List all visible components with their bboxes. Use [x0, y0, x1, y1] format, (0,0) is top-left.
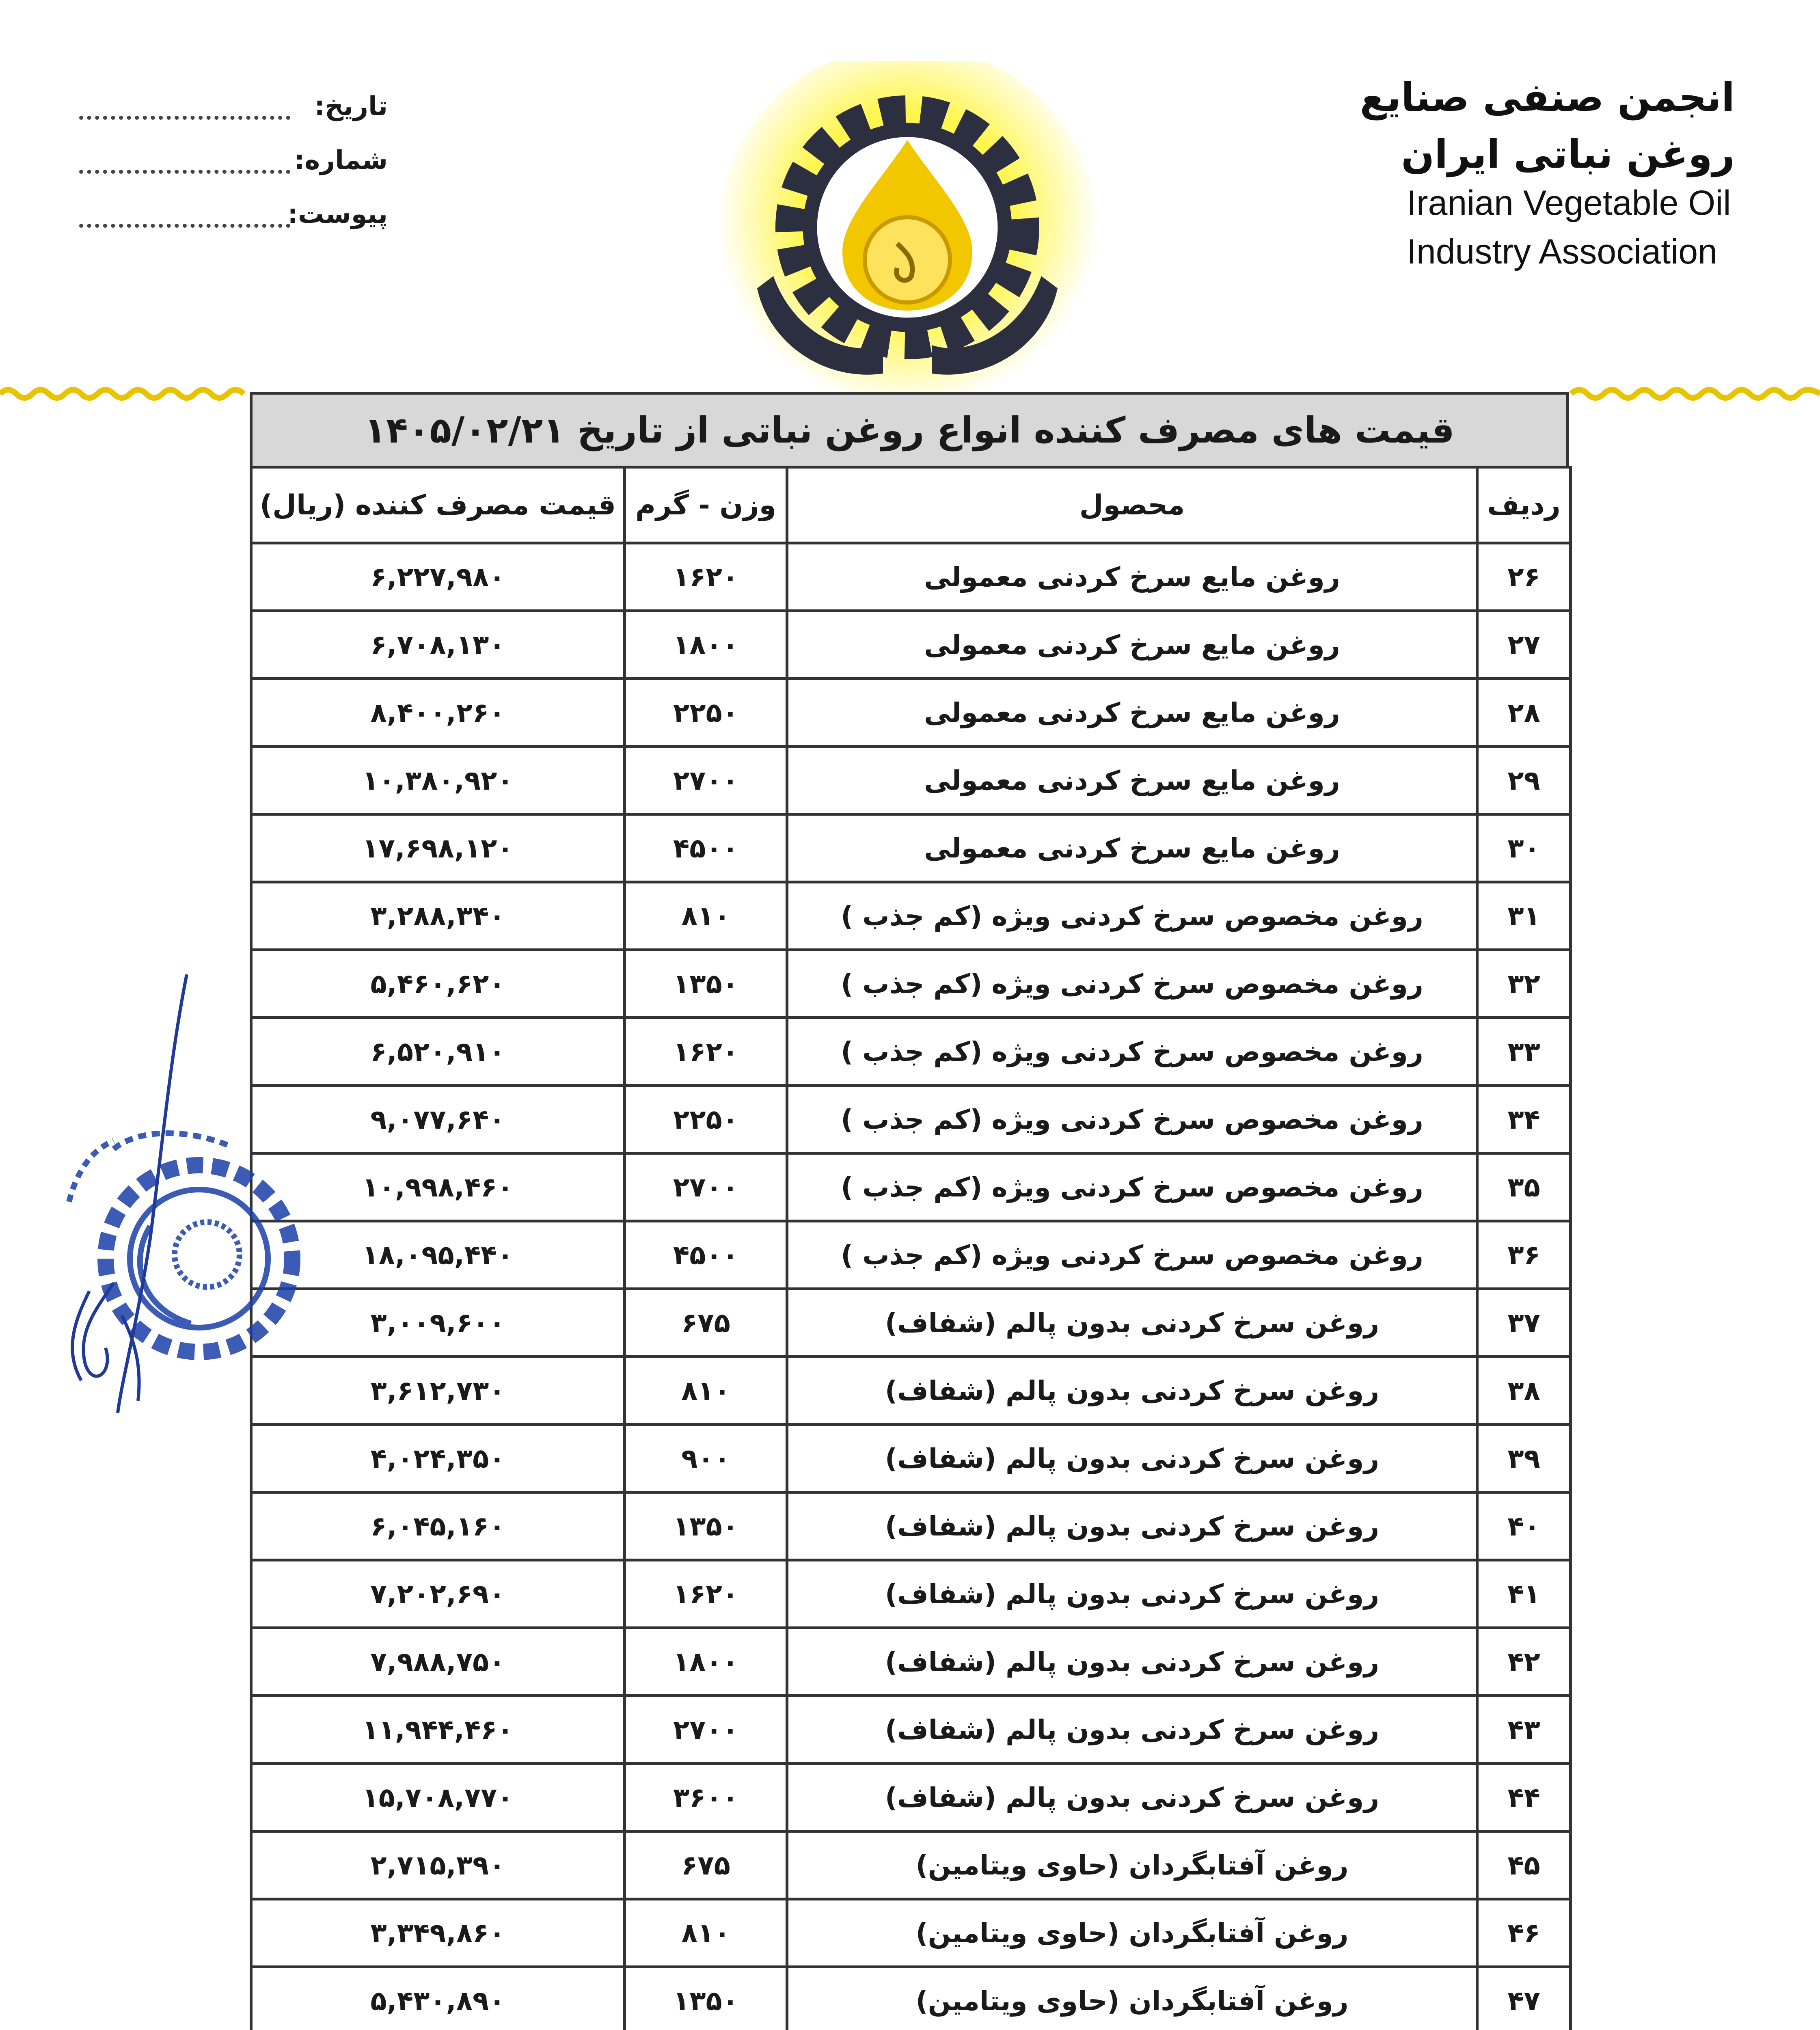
org-name-en-line1: Iranian Vegetable Oil — [1407, 184, 1731, 222]
date-dots — [79, 116, 290, 120]
row-number: ۲۸ — [1477, 679, 1571, 747]
product-name: روغن آفتابگردان (حاوی ویتامین) — [787, 1831, 1477, 1899]
product-name: روغن سرخ کردنی بدون پالم (شفاف) — [787, 1628, 1477, 1696]
product-name: روغن مخصوص سرخ کردنی ویژه (کم جذب ) — [787, 1086, 1477, 1153]
product-name: روغن آفتابگردان (حاوی ویتامین) — [787, 1899, 1477, 1967]
table-row — [251, 1289, 1571, 1357]
table-row — [251, 1221, 1571, 1289]
table-row — [251, 611, 1571, 679]
table-row — [251, 1967, 1571, 2030]
weight-value: ۳۶۰۰ — [625, 1764, 787, 1831]
date-label: تاریخ: — [314, 91, 388, 121]
weight-value: ۱۶۲۰ — [625, 543, 787, 611]
weight-value: ۶۷۵ — [625, 1831, 787, 1899]
product-name: روغن سرخ کردنی بدون پالم (شفاف) — [787, 1764, 1477, 1831]
org-name-en-line2: Industry Association — [1407, 232, 1717, 271]
table-row — [251, 679, 1571, 747]
weight-value: ۱۳۵۰ — [625, 1492, 787, 1560]
price-value: ۳,۰۰۹,۶۰۰ — [251, 1289, 625, 1357]
attachment-dots — [79, 224, 290, 228]
price-value: ۳,۳۴۹,۸۶۰ — [251, 1899, 625, 1967]
price-value: ۲,۷۱۵,۳۹۰ — [251, 1831, 625, 1899]
number-dots — [79, 170, 290, 174]
association-logo-icon — [715, 61, 1100, 426]
attachment-label: پیوست: — [287, 199, 388, 229]
product-name: روغن سرخ کردنی بدون پالم (شفاف) — [787, 1492, 1477, 1560]
header-row-number: ردیف — [1477, 467, 1571, 543]
row-number: ۳۴ — [1477, 1086, 1571, 1153]
weight-value: ۲۷۰۰ — [625, 1153, 787, 1221]
weight-value: ۴۵۰۰ — [625, 814, 787, 882]
product-name: روغن مخصوص سرخ کردنی ویژه (کم جذب ) — [787, 950, 1477, 1018]
price-table — [250, 466, 1572, 2030]
weight-value: ۱۸۰۰ — [625, 611, 787, 679]
weight-value: ۱۳۵۰ — [625, 1967, 787, 2030]
weight-value: ۸۱۰ — [625, 882, 787, 950]
table-title: قیمت های مصرف کننده انواع روغن نباتی از تاریخ ۱۴۰۵/۰۲/۲۱ — [250, 392, 1569, 466]
header-price: قیمت مصرف کننده (ریال) — [251, 467, 625, 543]
product-name: روغن مایع سرخ کردنی معمولی — [787, 814, 1477, 882]
org-name-fa-line2: روغن نباتی ایران — [1401, 132, 1735, 177]
table-row — [251, 1018, 1571, 1086]
row-number: ۴۵ — [1477, 1831, 1571, 1899]
price-table-container — [250, 392, 1569, 2030]
product-name: روغن آفتابگردان (حاوی ویتامین) — [787, 1967, 1477, 2030]
weight-value: ۱۶۲۰ — [625, 1018, 787, 1086]
price-value: ۵,۴۳۰,۸۹۰ — [251, 1967, 625, 2030]
weight-value: ۲۲۵۰ — [625, 1086, 787, 1153]
weight-value: ۱۸۰۰ — [625, 1628, 787, 1696]
weight-value: ۶۷۵ — [625, 1289, 787, 1357]
weight-value: ۱۳۵۰ — [625, 950, 787, 1018]
table-row — [251, 1086, 1571, 1153]
row-number: ۲۷ — [1477, 611, 1571, 679]
org-name-en — [1407, 179, 1731, 276]
product-name: روغن مایع سرخ کردنی معمولی — [787, 543, 1477, 611]
row-number: ۲۹ — [1477, 747, 1571, 814]
row-number: ۴۳ — [1477, 1696, 1571, 1764]
price-value: ۴,۰۲۴,۳۵۰ — [251, 1425, 625, 1492]
weight-value: ۲۷۰۰ — [625, 747, 787, 814]
org-name-fa — [1360, 69, 1735, 183]
price-value: ۱۵,۷۰۸,۷۷۰ — [251, 1764, 625, 1831]
row-number: ۳۱ — [1477, 882, 1571, 950]
row-number: ۴۱ — [1477, 1560, 1571, 1628]
price-value: ۷,۹۸۸,۷۵۰ — [251, 1628, 625, 1696]
product-name: روغن مخصوص سرخ کردنی ویژه (کم جذب ) — [787, 1221, 1477, 1289]
weight-value: ۹۰۰ — [625, 1425, 787, 1492]
row-number: ۳۸ — [1477, 1357, 1571, 1425]
price-value: ۶,۲۲۷,۹۸۰ — [251, 543, 625, 611]
price-value: ۱۸,۰۹۵,۴۴۰ — [251, 1221, 625, 1289]
table-row — [251, 950, 1571, 1018]
number-field — [79, 145, 388, 199]
price-value: ۷,۲۰۲,۶۹۰ — [251, 1560, 625, 1628]
product-name: روغن مخصوص سرخ کردنی ویژه (کم جذب ) — [787, 1153, 1477, 1221]
letter-meta — [79, 91, 388, 253]
product-name: روغن مخصوص سرخ کردنی ویژه (کم جذب ) — [787, 1018, 1477, 1086]
table-row — [251, 747, 1571, 814]
row-number: ۴۰ — [1477, 1492, 1571, 1560]
table-row — [251, 1425, 1571, 1492]
table-row — [251, 1831, 1571, 1899]
price-value: ۱۷,۶۹۸,۱۲۰ — [251, 814, 625, 882]
product-name: روغن مخصوص سرخ کردنی ویژه (کم جذب ) — [787, 882, 1477, 950]
org-name-fa-line1: انجمن صنفی صنایع — [1360, 75, 1735, 120]
table-row — [251, 1899, 1571, 1967]
table-row — [251, 882, 1571, 950]
price-value: ۸,۴۰۰,۲۶۰ — [251, 679, 625, 747]
row-number: ۳۶ — [1477, 1221, 1571, 1289]
table-row — [251, 1628, 1571, 1696]
price-value: ۱۰,۳۸۰,۹۲۰ — [251, 747, 625, 814]
table-row — [251, 1696, 1571, 1764]
weight-value: ۴۵۰۰ — [625, 1221, 787, 1289]
weight-value: ۲۷۰۰ — [625, 1696, 787, 1764]
weight-value: ۸۱۰ — [625, 1899, 787, 1967]
table-row — [251, 1153, 1571, 1221]
number-label: شماره: — [294, 145, 388, 175]
price-value: ۱۱,۹۴۴,۴۶۰ — [251, 1696, 625, 1764]
weight-value: ۸۱۰ — [625, 1357, 787, 1425]
price-value: ۳,۲۸۸,۳۴۰ — [251, 882, 625, 950]
row-number: ۴۴ — [1477, 1764, 1571, 1831]
row-number: ۴۶ — [1477, 1899, 1571, 1967]
product-name: روغن سرخ کردنی بدون پالم (شفاف) — [787, 1560, 1477, 1628]
row-number: ۳۷ — [1477, 1289, 1571, 1357]
price-value: ۵,۴۶۰,۶۲۰ — [251, 950, 625, 1018]
price-value: ۶,۵۲۰,۹۱۰ — [251, 1018, 625, 1086]
product-name: روغن سرخ کردنی بدون پالم (شفاف) — [787, 1425, 1477, 1492]
weight-value: ۲۲۵۰ — [625, 679, 787, 747]
product-name: روغن مایع سرخ کردنی معمولی — [787, 611, 1477, 679]
price-value: ۶,۷۰۸,۱۳۰ — [251, 611, 625, 679]
row-number: ۳۵ — [1477, 1153, 1571, 1221]
row-number: ۳۳ — [1477, 1018, 1571, 1086]
table-header-row — [251, 467, 1571, 543]
row-number: ۳۹ — [1477, 1425, 1571, 1492]
table-row — [251, 1492, 1571, 1560]
price-value: ۳,۶۱۲,۷۳۰ — [251, 1357, 625, 1425]
product-name: روغن سرخ کردنی بدون پالم (شفاف) — [787, 1289, 1477, 1357]
product-name: روغن مایع سرخ کردنی معمولی — [787, 679, 1477, 747]
row-number: ۲۶ — [1477, 543, 1571, 611]
table-body — [251, 543, 1571, 2030]
header-weight: وزن - گرم — [625, 467, 787, 543]
price-value: ۱۰,۹۹۸,۴۶۰ — [251, 1153, 625, 1221]
product-name: روغن سرخ کردنی بدون پالم (شفاف) — [787, 1696, 1477, 1764]
attachment-field — [79, 199, 388, 253]
table-row — [251, 543, 1571, 611]
table-row — [251, 1764, 1571, 1831]
date-field — [79, 91, 388, 145]
table-row — [251, 1357, 1571, 1425]
row-number: ۳۰ — [1477, 814, 1571, 882]
price-value: ۶,۰۴۵,۱۶۰ — [251, 1492, 625, 1560]
row-number: ۴۲ — [1477, 1628, 1571, 1696]
product-name: روغن مایع سرخ کردنی معمولی — [787, 747, 1477, 814]
row-number: ۴۷ — [1477, 1967, 1571, 2030]
header-product: محصول — [787, 467, 1477, 543]
table-row — [251, 814, 1571, 882]
row-number: ۳۲ — [1477, 950, 1571, 1018]
table-row — [251, 1560, 1571, 1628]
product-name: روغن سرخ کردنی بدون پالم (شفاف) — [787, 1357, 1477, 1425]
price-value: ۹,۰۷۷,۶۴۰ — [251, 1086, 625, 1153]
weight-value: ۱۶۲۰ — [625, 1560, 787, 1628]
